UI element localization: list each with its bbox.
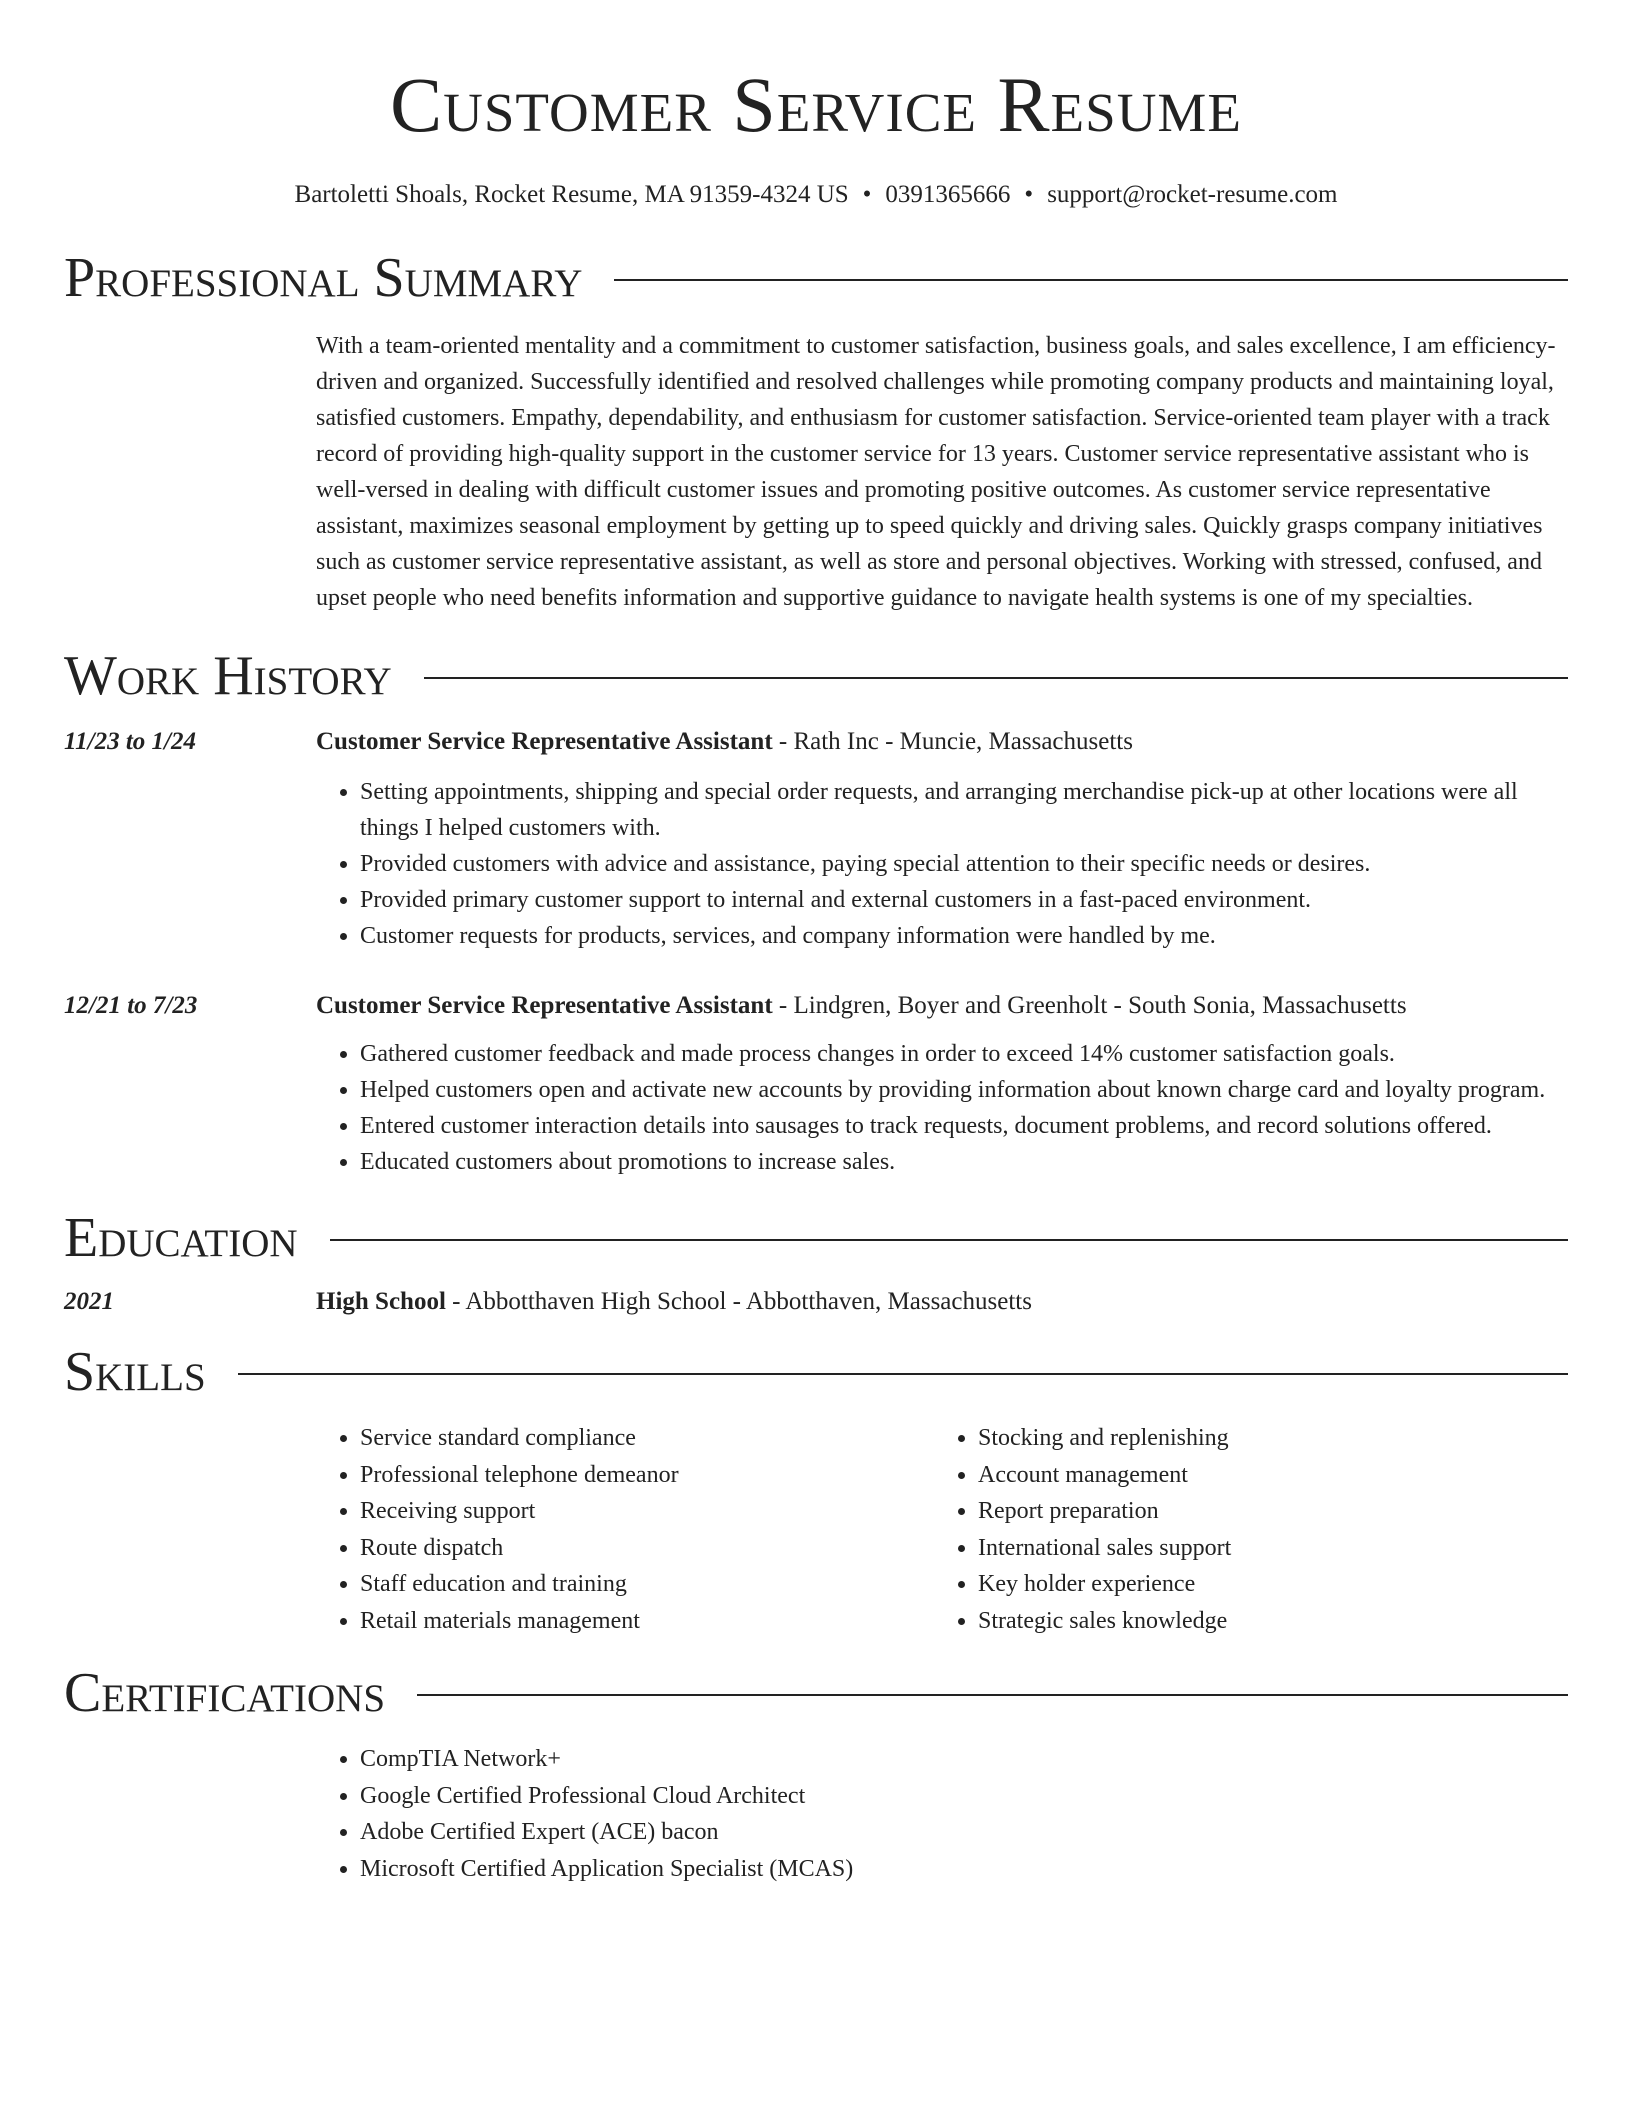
skills-heading: Skills: [64, 1341, 206, 1403]
skill-item: • Key holder experience: [978, 1566, 1552, 1603]
certifications-list: [316, 1741, 1568, 1887]
skills-section-header: [64, 1340, 1568, 1404]
skill-item: • Retail materials management: [360, 1603, 934, 1640]
job-dates: 11/23 to 1/24: [64, 728, 196, 755]
summary-row: [64, 328, 1568, 616]
skill-item: • Route dispatch: [360, 1530, 934, 1567]
contact-separator: •: [862, 181, 872, 208]
contact-email[interactable]: support@rocket-resume.com: [1047, 181, 1338, 208]
skill-item: • Report preparation: [978, 1493, 1552, 1530]
education-line: [316, 1284, 1568, 1320]
contact-address: Bartoletti Shoals, Rocket Resume, MA 91359-4324 US: [294, 181, 849, 208]
job-details: [316, 724, 1568, 954]
job-employer: - Lindgren, Boyer and Greenholt - South Sonia, Massachusetts: [772, 992, 1407, 1019]
certifications-section-header: [64, 1661, 1568, 1725]
job-dates: 12/21 to 7/23: [64, 992, 198, 1019]
education-heading: Education: [64, 1207, 298, 1269]
job-bullets: [316, 1036, 1568, 1180]
contact-line: [64, 178, 1568, 212]
certification-item: • Adobe Certified Expert (ACE) bacon: [360, 1814, 1568, 1851]
skill-item: • Account management: [978, 1457, 1552, 1494]
section-divider: [417, 1694, 1568, 1696]
summary-left-spacer: [64, 328, 316, 616]
certification-item: • Microsoft Certified Application Specialist (MCAS): [360, 1851, 1568, 1888]
resume-title: Customer Service Resume: [390, 61, 1242, 148]
contact-separator: •: [1024, 181, 1034, 208]
job-entry: [64, 724, 1568, 954]
skill-item: • Stocking and replenishing: [978, 1420, 1552, 1457]
skill-item: • Service standard compliance: [360, 1420, 934, 1457]
skills-row: [64, 1420, 1568, 1639]
certification-item: • Google Certified Professional Cloud Architect: [360, 1778, 1568, 1815]
skill-item: • Receiving support: [360, 1493, 934, 1530]
certification-item: • CompTIA Network+: [360, 1741, 1568, 1778]
list-item: • Customer requests for products, services, and company information were handled by me.: [360, 918, 1568, 954]
skill-item: • Strategic sales knowledge: [978, 1603, 1552, 1640]
job-bullets: [316, 774, 1568, 954]
work-heading: Work History: [64, 645, 392, 707]
section-divider: [330, 1239, 1568, 1241]
skills-grid: [316, 1420, 1568, 1639]
job-title-line: [316, 988, 1568, 1024]
list-item: • Helped customers open and activate new accounts by providing information about known charge card and loyalty program.: [360, 1072, 1568, 1108]
summary-body: [316, 328, 1568, 616]
list-item: • Entered customer interaction details into sausages to track requests, document problems, and record solutions offered.: [360, 1108, 1568, 1144]
summary-text: With a team-oriented mentality and a commitment to customer satisfaction, business goals, and sales excellence, I am efficiency-driven and organized. Successfully identified and resolved challenges while promoting company products and maintaining loyal, satisfied customers. Empathy, dependability, and enthusiasm for customer satisfaction. Service-oriented team player with a track record of providing high-quality support in the customer service for 13 years. Customer service representative assistant who is well-versed in dealing with difficult customer issues and promoting positive outcomes. As customer service representative assistant, maximizes seasonal employment by getting up to speed quickly and driving sales. Quickly grasps company initiatives such as customer service representative assistant, as well as store and personal objectives. Working with stressed, confused, and upset people who need benefits information and supportive guidance to navigate health systems is one of my specialties.: [316, 333, 1556, 611]
job-header-row: [64, 724, 1568, 954]
education-school: - Abbotthaven High School - Abbotthaven, Massachusetts: [445, 1288, 1032, 1315]
skills-list-left: [316, 1420, 934, 1639]
job-employer: - Rath Inc - Muncie, Massachusetts: [772, 728, 1133, 755]
certifications-body: [316, 1741, 1568, 1887]
section-divider: [614, 279, 1568, 281]
summary-section-header: [64, 246, 1568, 310]
certifications-heading: Certifications: [64, 1662, 386, 1724]
work-section-header: [64, 644, 1568, 708]
skills-left-spacer: [64, 1420, 316, 1639]
skill-item: • International sales support: [978, 1530, 1552, 1567]
job-title-line: [316, 724, 1568, 760]
list-item: • Educated customers about promotions to increase sales.: [360, 1144, 1568, 1180]
summary-heading: Professional Summary: [64, 247, 583, 309]
list-item: • Provided customers with advice and assistance, paying special attention to their specific needs or desires.: [360, 846, 1568, 882]
education-details: [316, 1284, 1568, 1320]
skill-item: • Professional telephone demeanor: [360, 1457, 934, 1494]
certifications-row: [64, 1741, 1568, 1887]
list-item: • Setting appointments, shipping and special order requests, and arranging merchandise pick-up at other locations were all things I helped customers with.: [360, 774, 1568, 846]
job-header-row: [64, 988, 1568, 1180]
job-position: Customer Service Representative Assistant: [316, 992, 773, 1019]
list-item: • Gathered customer feedback and made process changes in order to exceed 14% customer satisfaction goals.: [360, 1036, 1568, 1072]
contact-phone: 0391365666: [885, 181, 1011, 208]
job-entry: [64, 988, 1568, 1180]
education-degree: High School: [316, 1288, 446, 1315]
skills-list-right: [934, 1420, 1552, 1639]
job-details: [316, 988, 1568, 1180]
list-item: • Provided primary customer support to internal and external customers in a fast-paced environment.: [360, 882, 1568, 918]
section-divider: [424, 677, 1568, 679]
education-section-header: [64, 1206, 1568, 1270]
certifications-left-spacer: [64, 1741, 316, 1887]
education-year: 2021: [64, 1288, 114, 1315]
skill-item: • Staff education and training: [360, 1566, 934, 1603]
job-position: Customer Service Representative Assistant: [316, 728, 773, 755]
education-row: [64, 1284, 1568, 1320]
section-divider: [238, 1373, 1568, 1375]
